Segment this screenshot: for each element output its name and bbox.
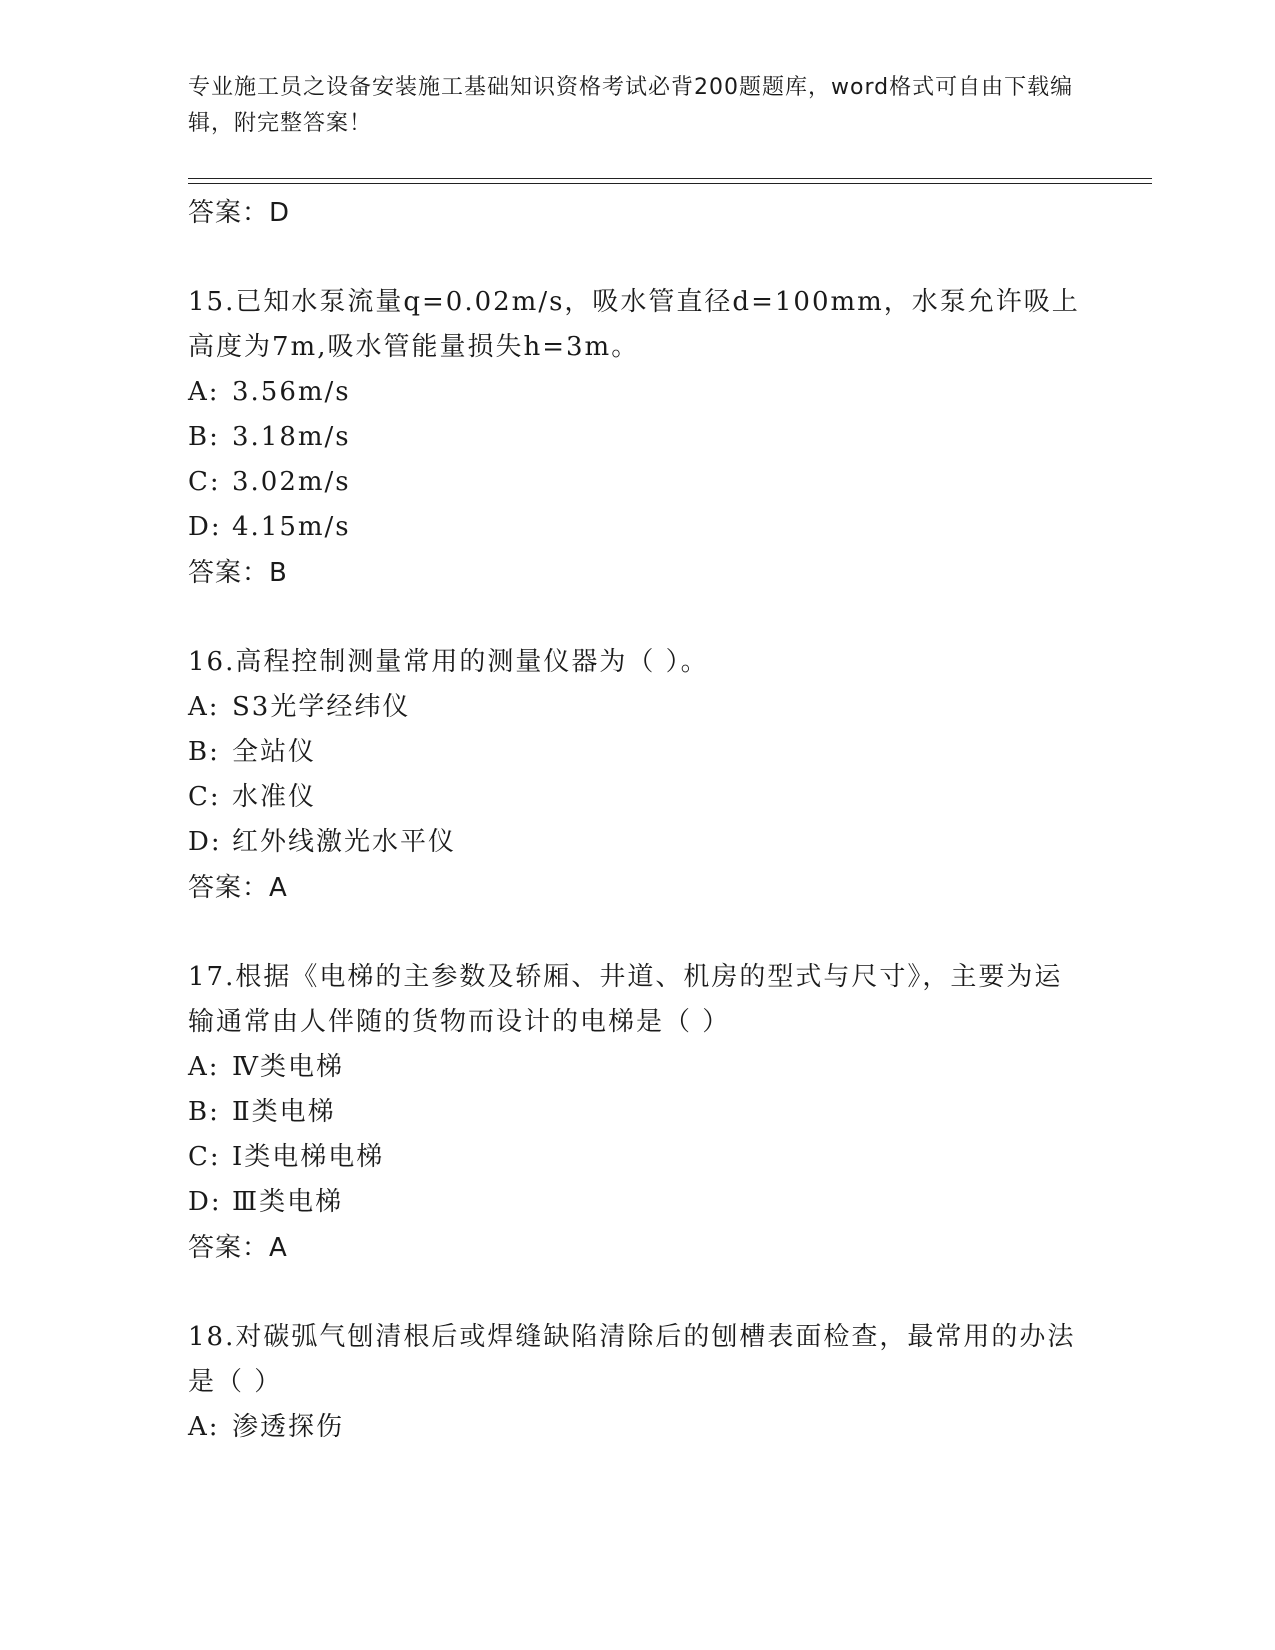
option-text: Ⅲ类电梯 — [232, 1187, 344, 1217]
option-letter: D: — [188, 827, 222, 857]
option-text: 红外线激光水平仪 — [232, 827, 457, 857]
option-item — [188, 730, 1088, 775]
option-text: 水准仪 — [232, 782, 317, 812]
question-text: 18.对碳弧气刨清根后或焊缝缺陷清除后的刨槽表面检查，最常用的办法是（ ） — [188, 1322, 1076, 1397]
option-letter: A: — [188, 1412, 220, 1442]
option-letter: C: — [188, 782, 221, 812]
option-text: Ⅳ类电梯 — [232, 1052, 344, 1082]
option-letter: C: — [188, 1142, 221, 1172]
option-item — [188, 505, 1088, 550]
option-text: S3光学经纬仪 — [232, 692, 411, 722]
option-letter: A: — [188, 377, 220, 407]
answer-line: 答案：A — [188, 873, 288, 903]
question-text: 16.高程控制测量常用的测量仪器为（ ）。 — [188, 647, 709, 677]
option-item — [188, 1135, 1088, 1180]
header-divider — [188, 178, 1152, 184]
spacer — [188, 596, 1088, 640]
option-letter: D: — [188, 1187, 222, 1217]
option-item — [188, 370, 1088, 415]
option-letter: B: — [188, 1097, 220, 1127]
option-letter: A: — [188, 692, 220, 722]
spacer — [188, 1271, 1088, 1315]
question-list — [188, 190, 1088, 1450]
option-text: 3.56m/s — [232, 377, 351, 407]
option-item — [188, 1045, 1088, 1090]
option-item — [188, 1180, 1088, 1225]
spacer — [188, 236, 1088, 280]
option-letter: B: — [188, 737, 220, 767]
option-letter: D: — [188, 512, 222, 542]
option-letter: B: — [188, 422, 220, 452]
page-header: 专业施工员之设备安装施工基础知识资格考试必背200题题库，word格式可自由下载编辑，附完整答案！ — [188, 75, 1074, 136]
option-text: Ⅰ类电梯电梯 — [232, 1142, 385, 1172]
option-item — [188, 415, 1088, 460]
option-item — [188, 1405, 1088, 1450]
question-text: 15.已知水泵流量q=0.02m/s，吸水管直径d=100mm，水泵允许吸上高度为7m,吸水管能量损失h=3m。 — [188, 287, 1080, 362]
answer-line: 答案：D — [188, 198, 291, 228]
option-text: 3.02m/s — [232, 467, 351, 497]
option-item — [188, 820, 1088, 865]
option-text: 4.15m/s — [232, 512, 351, 542]
option-text: 3.18m/s — [232, 422, 351, 452]
option-text: 渗透探伤 — [232, 1412, 345, 1442]
option-item — [188, 775, 1088, 820]
option-item — [188, 685, 1088, 730]
option-item — [188, 1090, 1088, 1135]
spacer — [188, 911, 1088, 955]
answer-line: 答案：A — [188, 1233, 288, 1263]
option-text: 全站仪 — [232, 737, 317, 767]
question-text: 17.根据《电梯的主参数及轿厢、井道、机房的型式与尺寸》，主要为运输通常由人伴随的货物而设计的电梯是（ ） — [188, 962, 1063, 1037]
option-item — [188, 460, 1088, 505]
option-text: Ⅱ类电梯 — [232, 1097, 336, 1127]
answer-line: 答案：B — [188, 558, 288, 588]
option-letter: A: — [188, 1052, 220, 1082]
option-letter: C: — [188, 467, 221, 497]
